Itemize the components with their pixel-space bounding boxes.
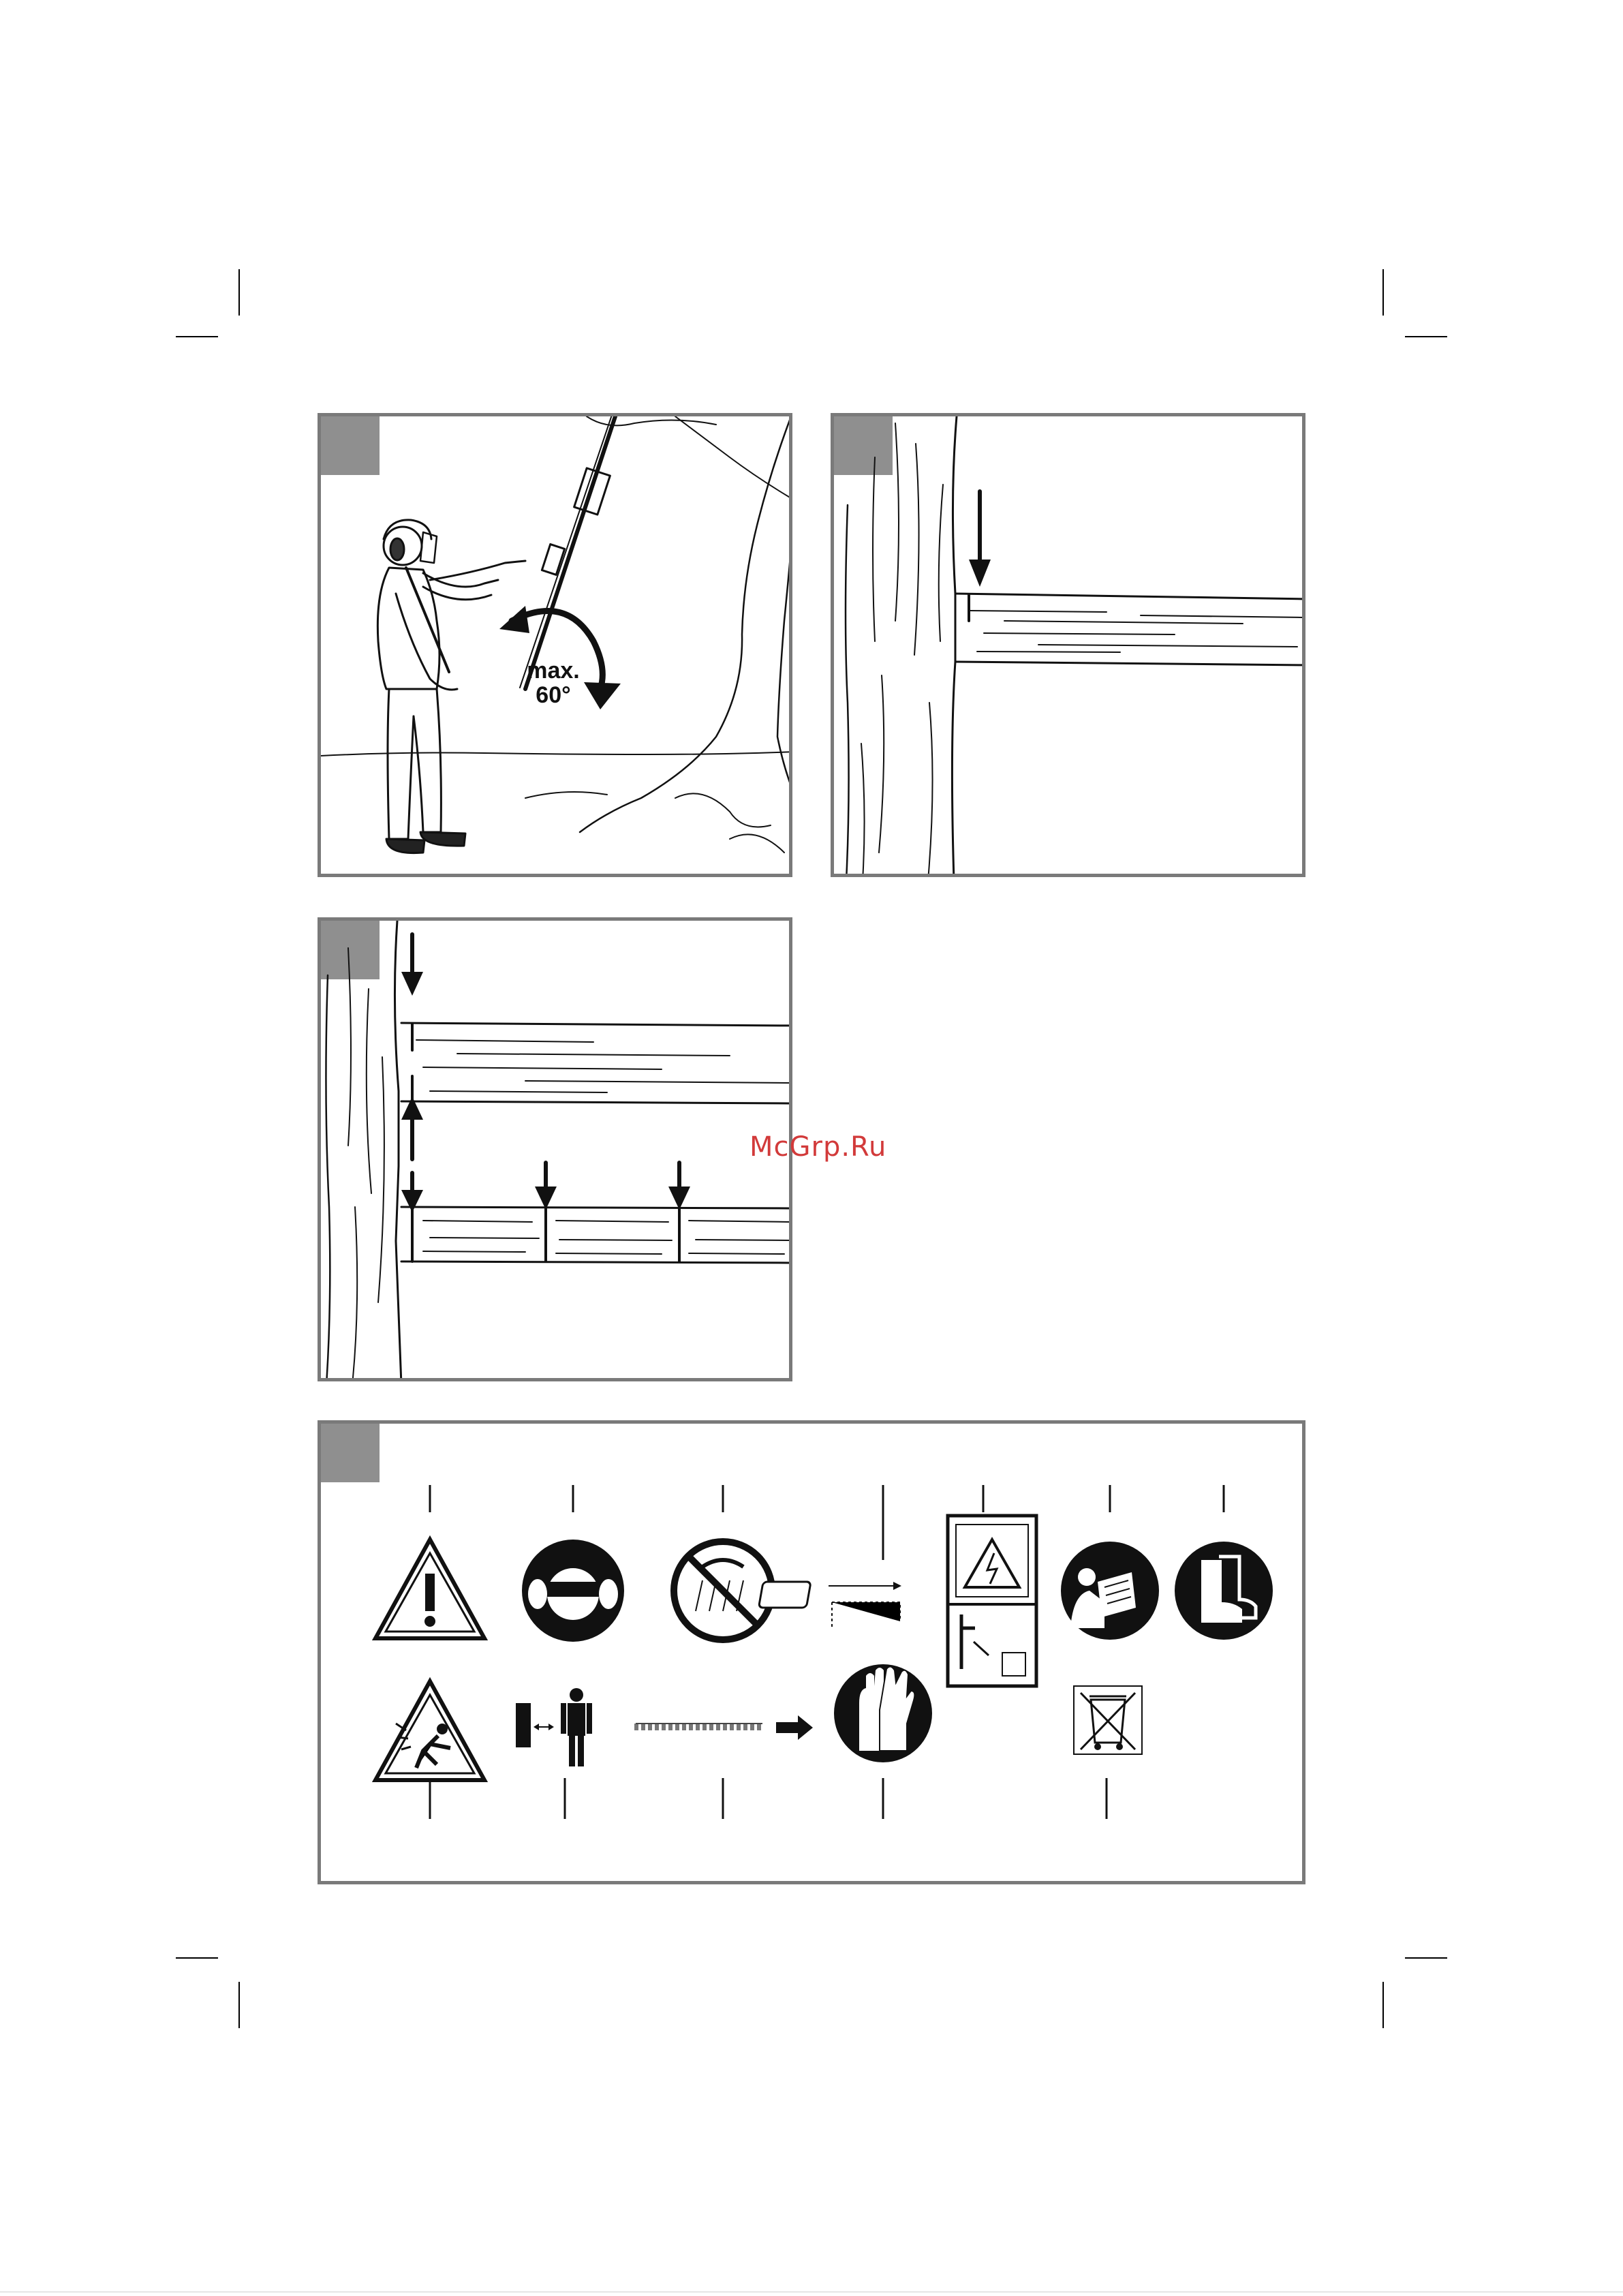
safety-boots-icon [1175, 1542, 1273, 1640]
saw-chain-icon [634, 1715, 813, 1740]
figure-4-panel [318, 1420, 1305, 1884]
figure-4-illustration [321, 1424, 1305, 1884]
read-manual-icon [1061, 1542, 1159, 1640]
safety-distance-icon [516, 1688, 592, 1766]
gloves-icon [834, 1664, 932, 1762]
figure-3-panel [318, 917, 792, 1381]
falling-objects-warning-icon [375, 1681, 484, 1780]
figure-1-illustration [321, 416, 792, 877]
crop-mark [1382, 1982, 1384, 2028]
crop-mark [238, 1982, 240, 2028]
no-rain-icon [674, 1542, 772, 1640]
crop-mark [176, 336, 218, 337]
angle-label [516, 658, 591, 707]
crop-mark [1382, 269, 1384, 316]
crop-mark [1405, 1957, 1447, 1959]
watermark: McGrp.Ru [749, 1131, 887, 1163]
crop-mark [1405, 336, 1447, 337]
crop-mark [238, 269, 240, 316]
warning-triangle-icon [375, 1540, 484, 1638]
weee-bin-icon [1074, 1686, 1142, 1754]
figure-1-panel [318, 413, 792, 877]
eye-ear-protection-icon [522, 1540, 624, 1642]
chain-direction-icon [758, 1582, 901, 1628]
electrical-warning-panel-icon [948, 1516, 1036, 1686]
angle-label-line-1: max. [527, 658, 580, 684]
footer-rule [0, 2291, 1623, 2293]
figure-3-illustration [321, 921, 792, 1381]
angle-label-line-2: 60° [536, 682, 571, 708]
figure-2-panel [831, 413, 1305, 877]
crop-mark [176, 1957, 218, 1959]
figure-2-illustration [834, 416, 1305, 877]
